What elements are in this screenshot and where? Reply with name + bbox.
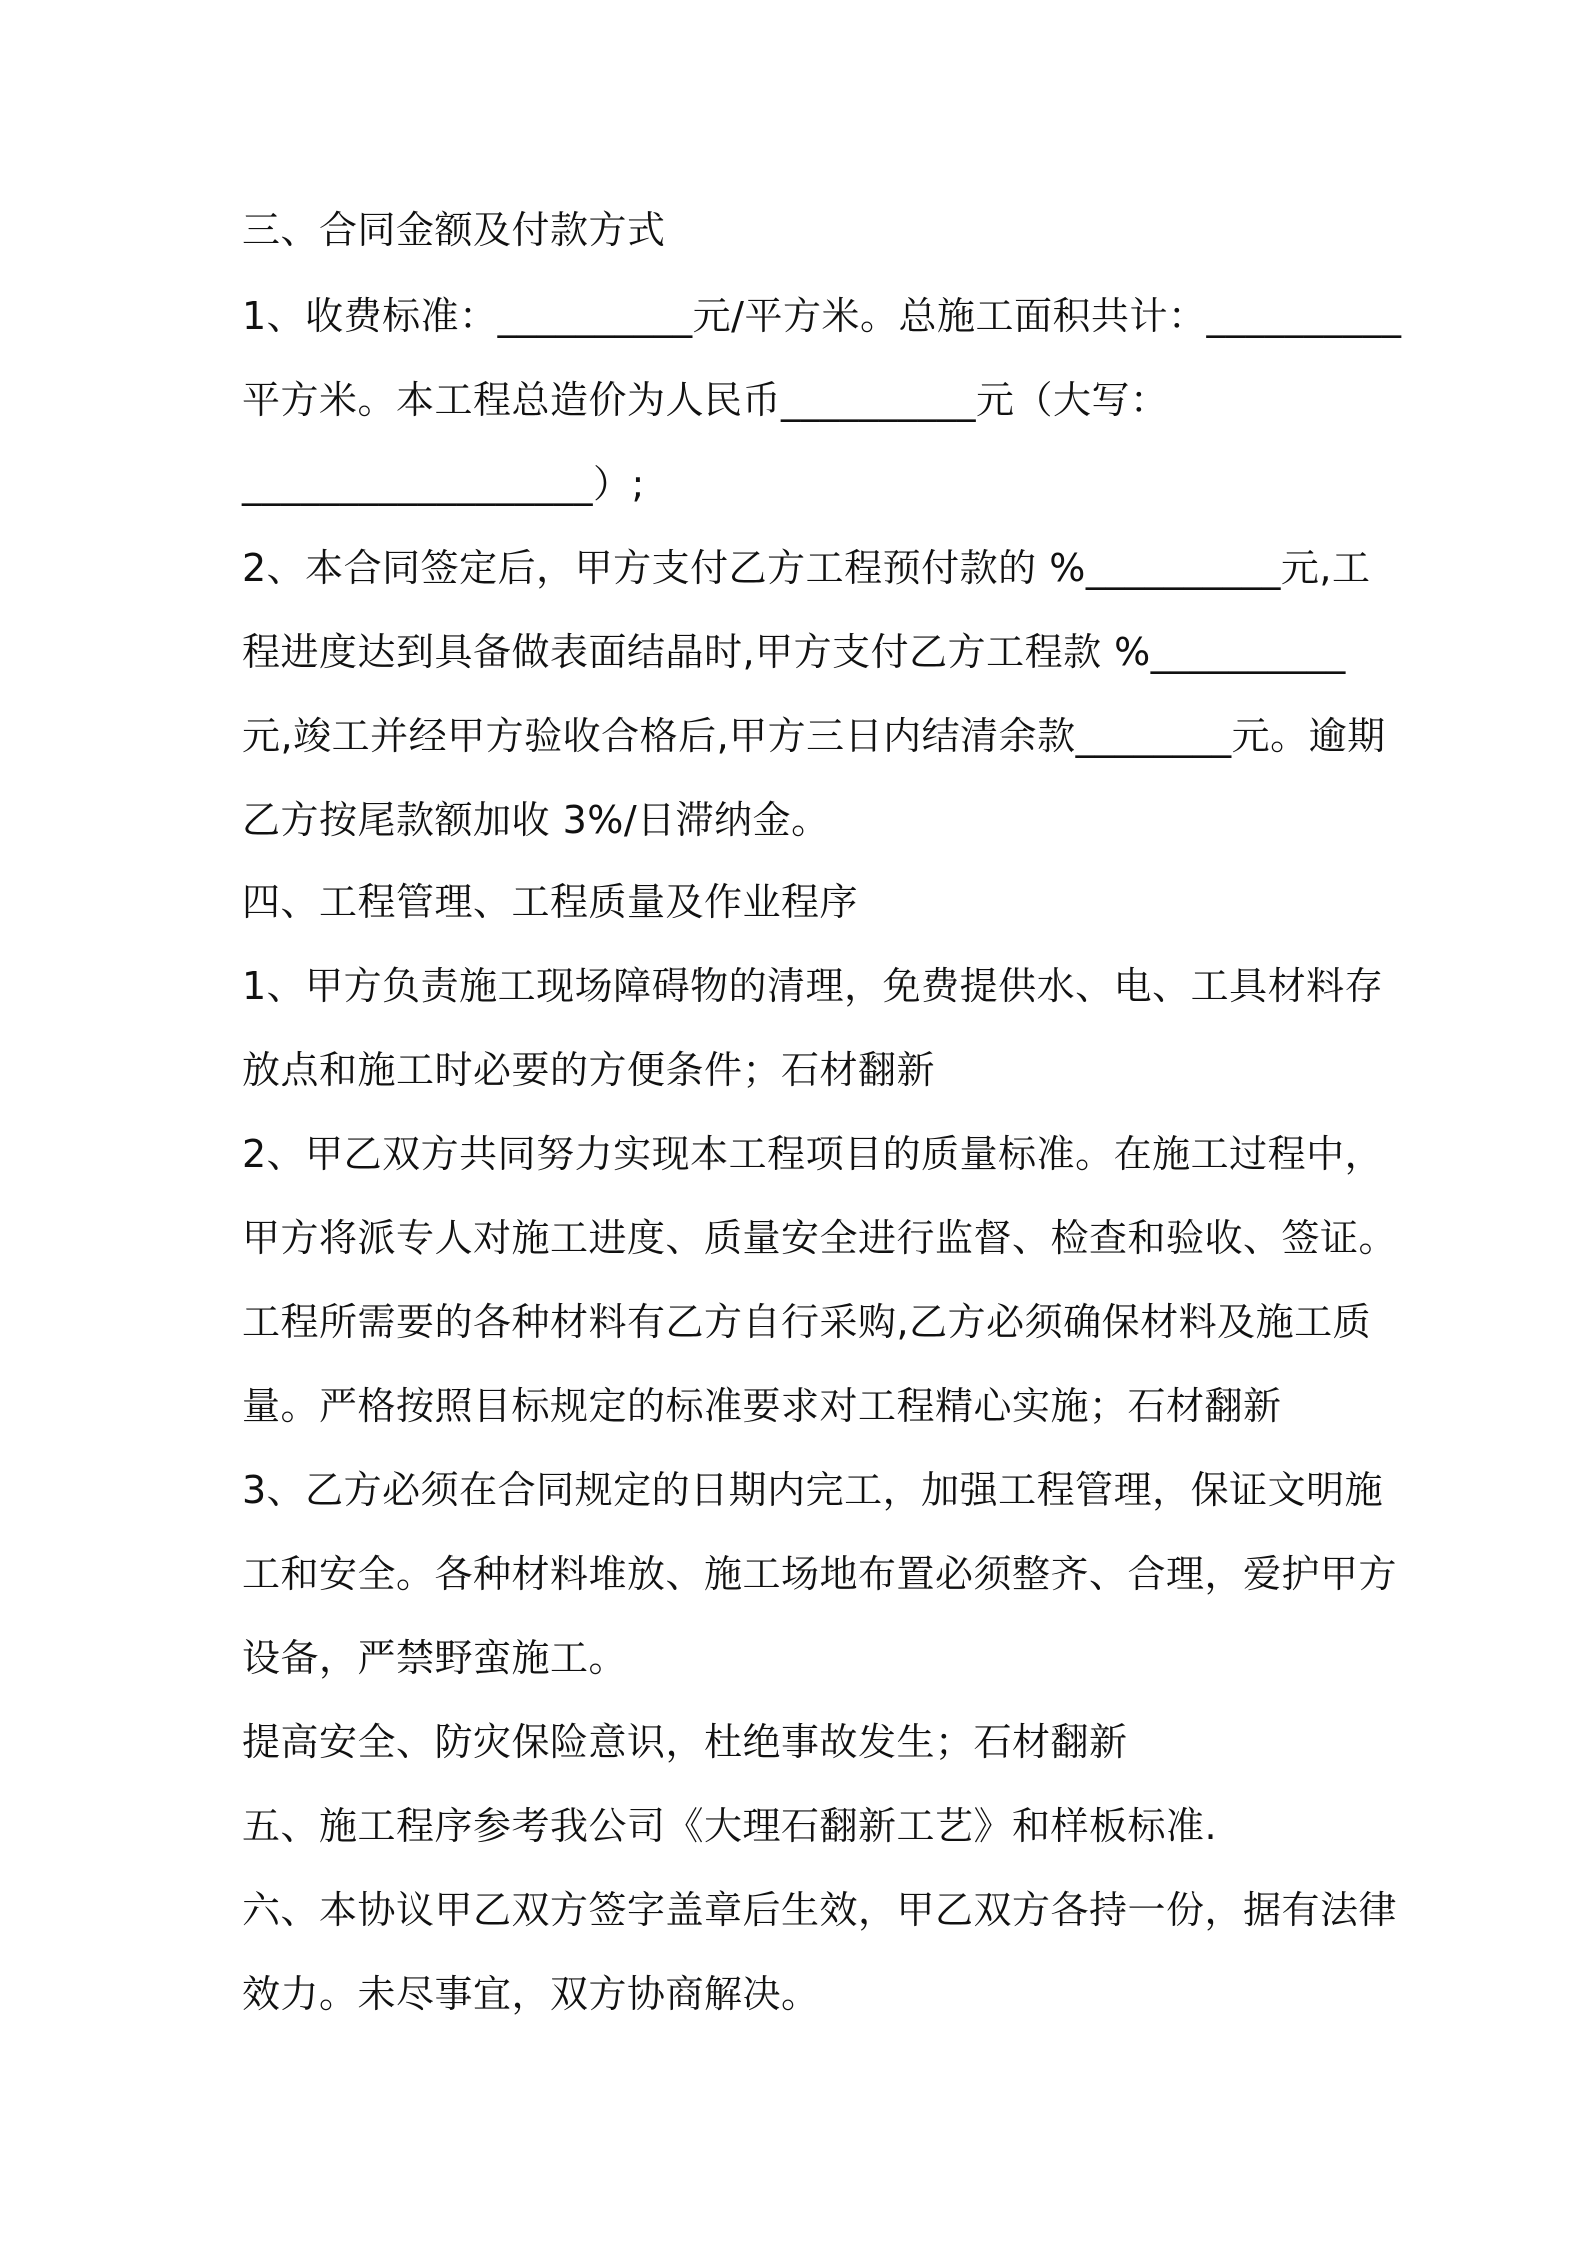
text-line: 效力。未尽事宜，双方协商解决。 (242, 1972, 820, 2016)
text-line: 平方米。本工程总造价为人民币__________元（大写： (242, 378, 1169, 422)
text-line: 1、收费标准：__________元/平方米。总施工面积共计：__________ (242, 294, 1402, 338)
section-heading-project-management: 四、工程管理、工程质量及作业程序 (242, 880, 859, 924)
text-line: 1、甲方负责施工现场障碍物的清理，免费提供水、电、工具材料存 (242, 964, 1384, 1008)
text-line: 工和安全。各种材料堆放、施工场地布置必须整齐、合理，爱护甲方 (242, 1552, 1398, 1596)
section-heading-agreement-effect: 六、本协议甲乙双方签字盖章后生效，甲乙双方各持一份，据有法律 (242, 1888, 1398, 1932)
text-line: 放点和施工时必要的方便条件；石材翻新 (242, 1048, 936, 1092)
section-heading-construction-procedure: 五、施工程序参考我公司《大理石翻新工艺》和样板标准. (242, 1804, 1218, 1848)
text-line: 3、乙方必须在合同规定的日期内完工，加强工程管理，保证文明施 (242, 1468, 1384, 1512)
text-line: __________________）; (242, 462, 645, 506)
text-line: 元,竣工并经甲方验收合格后,甲方三日内结清余款________元。逾期 (242, 714, 1386, 758)
text-line: 2、本合同签定后，甲方支付乙方工程预付款的 %__________元,工 (242, 546, 1371, 590)
text-line: 2、甲乙双方共同努力实现本工程项目的质量标准。在施工过程中， (242, 1132, 1384, 1176)
text-line: 甲方将派专人对施工进度、质量安全进行监督、检查和验收、签证。 (242, 1216, 1398, 1260)
text-line: 乙方按尾款额加收 3%/日滞纳金。 (242, 798, 830, 842)
text-line: 提高安全、防灾保险意识，杜绝事故发生；石材翻新 (242, 1720, 1128, 1764)
text-line: 程进度达到具备做表面结晶时,甲方支付乙方工程款 %__________ (242, 630, 1346, 674)
text-line: 量。严格按照目标规定的标准要求对工程精心实施；石材翻新 (242, 1384, 1282, 1428)
section-heading-contract-amount: 三、合同金额及付款方式 (242, 208, 666, 252)
text-line: 设备，严禁野蛮施工。 (242, 1636, 628, 1680)
text-line: 工程所需要的各种材料有乙方自行采购,乙方必须确保材料及施工质 (242, 1300, 1372, 1344)
